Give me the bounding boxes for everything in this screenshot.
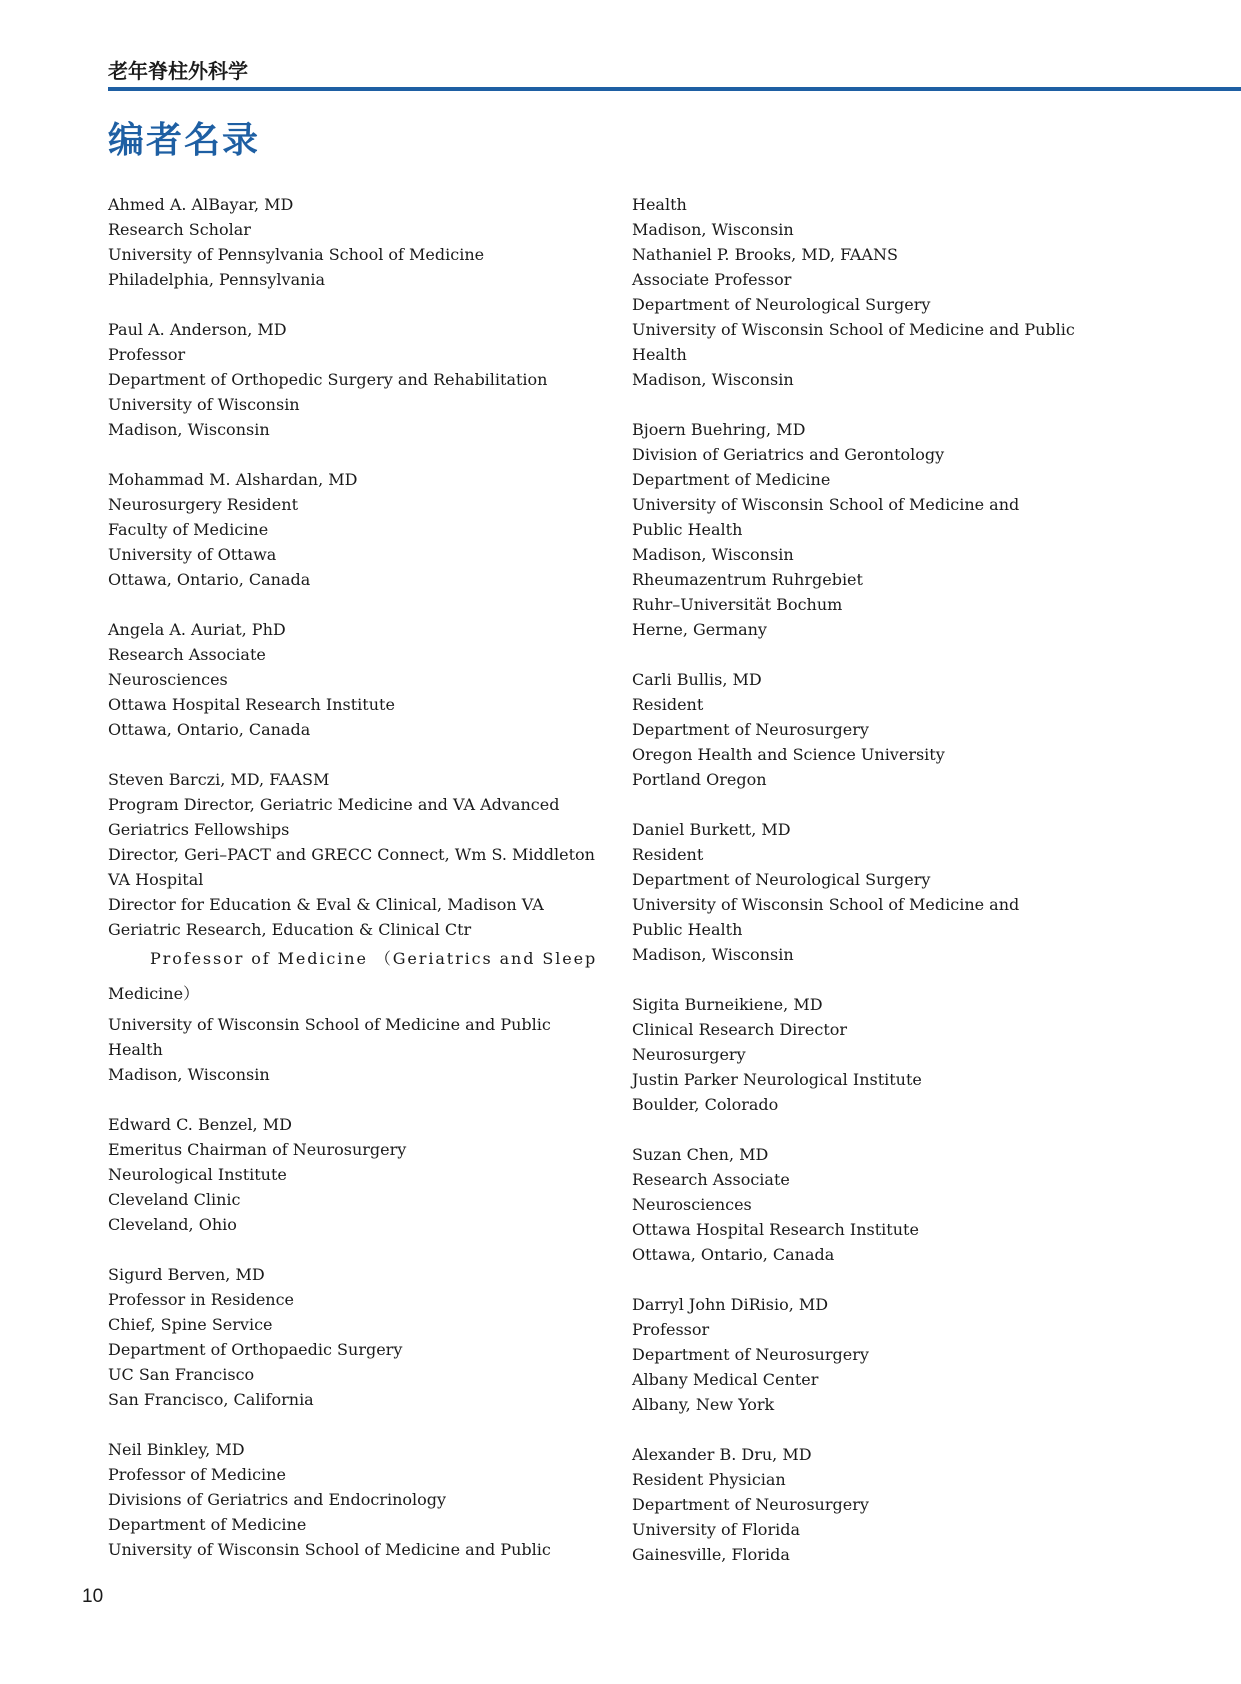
contributor-name: Sigurd Berven, MD	[108, 1265, 265, 1284]
contributor-title: Emeritus Chairman of Neurosurgery	[108, 1140, 407, 1159]
contributor-title: Professor	[632, 1320, 710, 1339]
contributor-name: Steven Barczi, MD, FAASM	[108, 770, 330, 789]
contributor-entry	[108, 1437, 608, 1562]
contributor-name: Mohammad M. Alshardan, MD	[108, 470, 358, 489]
contributor-entry	[108, 317, 608, 442]
contributor-affiliation: Department of Medicine	[108, 1515, 307, 1534]
page-number: 10	[82, 1586, 104, 1607]
contributor-affiliation: Health	[632, 345, 687, 364]
contributor-location: Herne, Germany	[632, 620, 767, 639]
contributor-name: Edward C. Benzel, MD	[108, 1115, 292, 1134]
contributor-affiliation: Division of Geriatrics and Gerontology	[632, 445, 945, 464]
contributor-entry	[632, 192, 1192, 392]
contributor-entry	[108, 467, 608, 592]
contributor-affiliation: Cleveland Clinic	[108, 1190, 241, 1209]
contributor-name: Darryl John DiRisio, MD	[632, 1295, 829, 1314]
contributor-affiliation: Department of Orthopedic Surgery and Rehabilitation	[108, 370, 548, 389]
contributor-affiliation: Department of Medicine	[632, 470, 831, 489]
contributor-title: Resident Physician	[632, 1470, 786, 1489]
contributor-affiliation: Department of Neurosurgery	[632, 720, 869, 739]
contributor-title: Professor	[108, 345, 186, 364]
contributor-location: San Francisco, California	[108, 1390, 314, 1409]
contributor-title: Research Associate	[108, 645, 266, 664]
contributor-location: Madison, Wisconsin	[632, 945, 794, 964]
contributor-entry	[632, 1442, 1192, 1567]
contributor-location: Madison, Wisconsin	[108, 1065, 270, 1084]
contributor-name: Carli Bullis, MD	[632, 670, 762, 689]
contributor-title: Resident	[632, 695, 704, 714]
contributor-title: Geriatric Research, Education & Clinical Ctr	[108, 920, 472, 939]
contributor-entry	[108, 1262, 608, 1412]
contributor-affiliation: Public Health	[632, 920, 743, 939]
contributor-location: Madison, Wisconsin	[632, 370, 794, 389]
contributor-name: Ahmed A. AlBayar, MD	[108, 195, 294, 214]
contributor-affiliation: Albany Medical Center	[632, 1370, 819, 1389]
contributor-affiliation: Department of Orthopaedic Surgery	[108, 1340, 403, 1359]
contributor-entry	[632, 817, 1192, 967]
contributor-location: Madison, Wisconsin	[632, 545, 794, 564]
contributor-title: Geriatrics Fellowships	[108, 820, 290, 839]
contributor-affiliation: Public Health	[632, 520, 743, 539]
contributor-name: Bjoern Buehring, MD	[632, 420, 806, 439]
contributor-name: Suzan Chen, MD	[632, 1145, 769, 1164]
contributor-affiliation: Rheumazentrum Ruhrgebiet	[632, 570, 863, 589]
contributor-affiliation: Neurosciences	[632, 1195, 752, 1214]
contributors-right-column	[632, 192, 1192, 1592]
contributors-left-column	[108, 192, 608, 1587]
contributor-affiliation: Oregon Health and Science University	[632, 745, 945, 764]
contributor-affiliation: Justin Parker Neurological Institute	[632, 1070, 922, 1089]
contributor-entry	[632, 417, 1192, 642]
contributor-affiliation: Health	[632, 195, 687, 214]
contributor-location: Albany, New York	[632, 1395, 775, 1414]
contributor-location: Ottawa, Ontario, Canada	[632, 1245, 835, 1264]
contributor-entry	[632, 1142, 1192, 1267]
header-rule	[108, 87, 1241, 91]
contributor-location: Gainesville, Florida	[632, 1545, 790, 1564]
contributor-name: Paul A. Anderson, MD	[108, 320, 287, 339]
contributor-title: Medicine）	[108, 984, 200, 1003]
contributor-location: Boulder, Colorado	[632, 1095, 779, 1114]
contributor-affiliation: Health	[108, 1040, 163, 1059]
contributor-title: Director for Education & Eval & Clinical, Madison VA	[108, 895, 544, 914]
contributor-location: Cleveland, Ohio	[108, 1215, 237, 1234]
contributor-affiliation: University of Wisconsin School of Medicine and Public	[108, 1015, 551, 1034]
contributor-name: Nathaniel P. Brooks, MD, FAANS	[632, 245, 898, 264]
contributor-location: Portland Oregon	[632, 770, 767, 789]
contributor-title: Director, Geri–PACT and GRECC Connect, Wm S. Middleton	[108, 845, 595, 864]
contributor-entry	[632, 992, 1192, 1117]
contributor-affiliation: University of Wisconsin School of Medicine and Public	[632, 320, 1075, 339]
contributor-name: Neil Binkley, MD	[108, 1440, 245, 1459]
contributor-location: Ottawa, Ontario, Canada	[108, 570, 311, 589]
contributor-title: Chief, Spine Service	[108, 1315, 273, 1334]
contributor-title: Associate Professor	[632, 270, 792, 289]
contributor-affiliation: Divisions of Geriatrics and Endocrinology	[108, 1490, 447, 1509]
contributor-affiliation: Neurosurgery	[632, 1045, 746, 1064]
contributor-location: Philadelphia, Pennsylvania	[108, 270, 326, 289]
page-title: 编者名录	[108, 120, 261, 161]
contributor-affiliation: University of Wisconsin School of Medicine and	[632, 495, 1020, 514]
contributor-affiliation: Ottawa Hospital Research Institute	[632, 1220, 919, 1239]
contributor-affiliation: Department of Neurosurgery	[632, 1345, 869, 1364]
contributor-affiliation: University of Wisconsin School of Medicine and	[632, 895, 1020, 914]
contributor-affiliation: Department of Neurological Surgery	[632, 295, 931, 314]
contributor-title: Program Director, Geriatric Medicine and VA Advanced	[108, 795, 560, 814]
contributor-affiliation: University of Wisconsin	[108, 395, 300, 414]
contributor-entry	[632, 667, 1192, 792]
contributor-entry	[108, 617, 608, 742]
contributor-title: VA Hospital	[108, 870, 204, 889]
contributor-name: Sigita Burneikiene, MD	[632, 995, 823, 1014]
contributor-entry	[632, 1292, 1192, 1417]
contributor-entry	[108, 767, 608, 1087]
contributor-affiliation: UC San Francisco	[108, 1365, 255, 1384]
contributor-affiliation: University of Wisconsin School of Medicine and Public	[108, 1540, 551, 1559]
contributor-location: Madison, Wisconsin	[632, 220, 794, 239]
contributor-affiliation: Faculty of Medicine	[108, 520, 269, 539]
contributor-affiliation: Ottawa Hospital Research Institute	[108, 695, 395, 714]
contributor-affiliation: Department of Neurosurgery	[632, 1495, 869, 1514]
contributor-entry	[108, 1112, 608, 1237]
contributor-affiliation: University of Florida	[632, 1520, 800, 1539]
contributor-affiliation: University of Ottawa	[108, 545, 277, 564]
contributor-name: Daniel Burkett, MD	[632, 820, 791, 839]
contributor-name: Angela A. Auriat, PhD	[108, 620, 286, 639]
contributor-title: Research Associate	[632, 1170, 790, 1189]
contributor-affiliation: University of Pennsylvania School of Medicine	[108, 245, 485, 264]
contributor-title: Research Scholar	[108, 220, 251, 239]
contributor-affiliation: Neurosciences	[108, 670, 228, 689]
contributor-affiliation: Neurological Institute	[108, 1165, 287, 1184]
contributor-title: Neurosurgery Resident	[108, 495, 298, 514]
contributor-affiliation: Department of Neurological Surgery	[632, 870, 931, 889]
contributor-title: Professor of Medicine	[108, 1465, 286, 1484]
contributor-entry	[108, 192, 608, 292]
contributor-name: Alexander B. Dru, MD	[632, 1445, 812, 1464]
contributor-title: Clinical Research Director	[632, 1020, 848, 1039]
contributor-title: Professor in Residence	[108, 1290, 295, 1309]
contributor-affiliation: Ruhr–Universität Bochum	[632, 595, 843, 614]
contributor-title: Professor of Medicine （Geriatrics and Sleep	[150, 949, 598, 968]
running-head: 老年脊柱外科学	[108, 59, 248, 83]
contributor-location: Madison, Wisconsin	[108, 420, 270, 439]
contributor-location: Ottawa, Ontario, Canada	[108, 720, 311, 739]
contributor-title: Resident	[632, 845, 704, 864]
